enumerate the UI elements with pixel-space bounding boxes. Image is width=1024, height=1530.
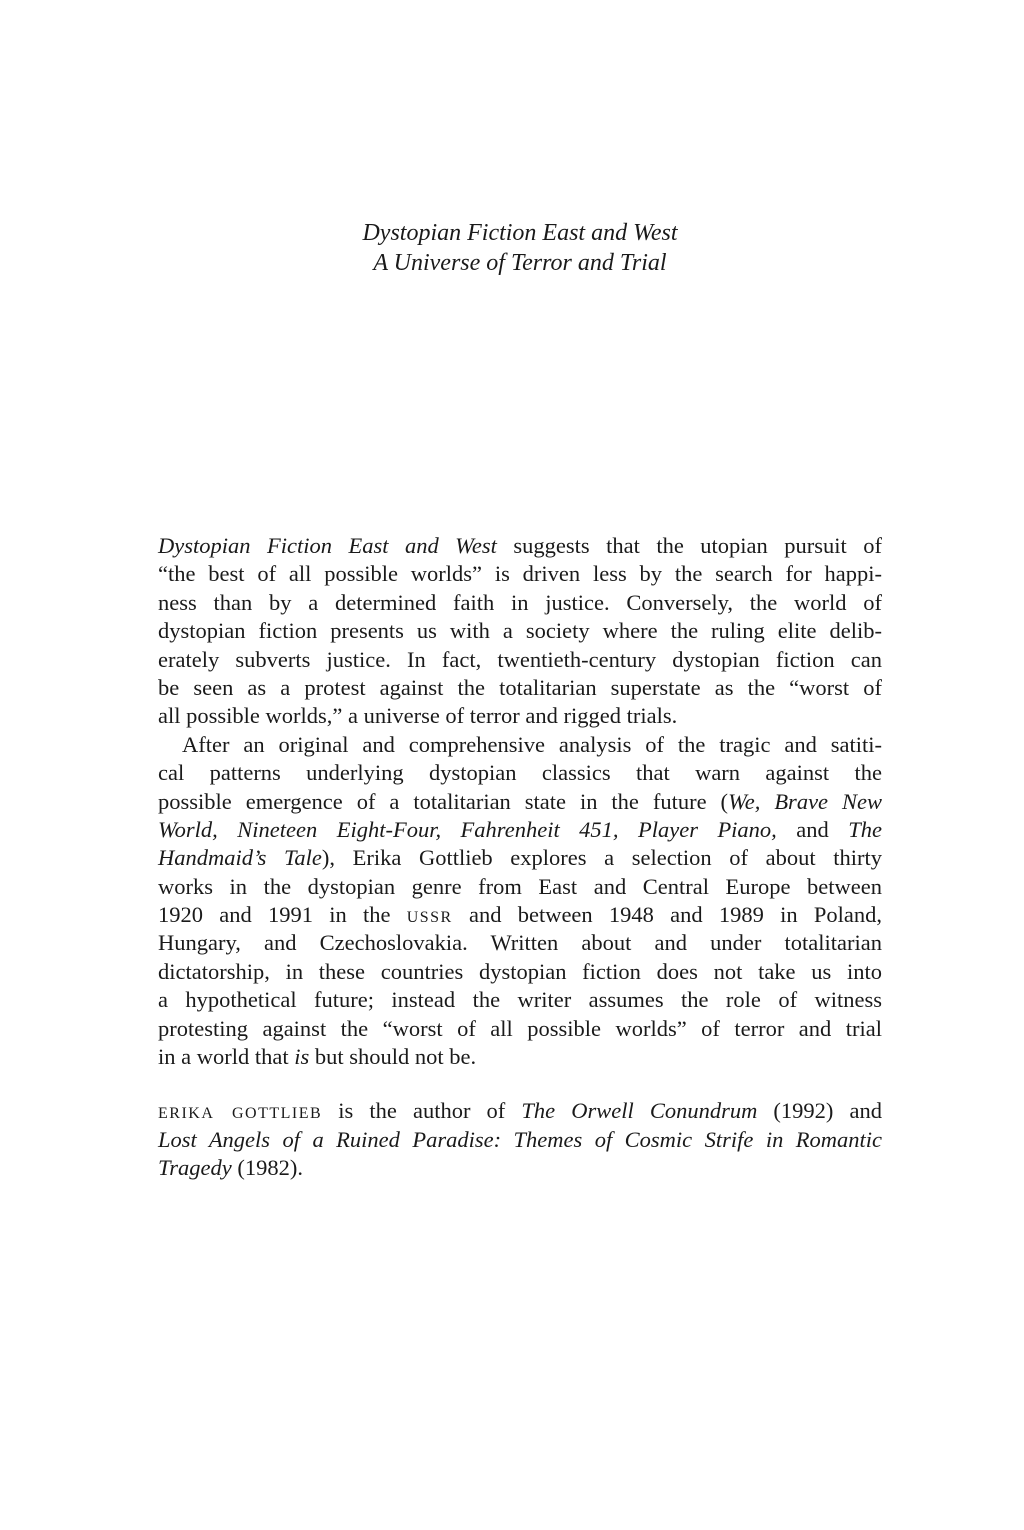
text-run: ness than by a determined faith in justice. Conversely, the world of: [158, 589, 882, 615]
text-line: [158, 788, 882, 816]
italic-text: Dystopian Fiction East and West: [158, 533, 497, 558]
book-title-block: [0, 218, 1024, 278]
italic-text: The: [848, 816, 882, 842]
text-run: protesting against the “worst of all possible worlds” of terror and trial: [158, 1015, 882, 1041]
text-run: dictatorship, in these countries dystopian fiction does not take us into: [158, 958, 882, 984]
text-line: [158, 1097, 882, 1125]
italic-text: Handmaid’s Tale: [158, 845, 322, 871]
text-line: [158, 986, 882, 1014]
italic-text: Lost Angels of a Ruined Paradise: Themes of Cosmic Strife in Romantic: [158, 1126, 882, 1152]
paragraph-analysis: [158, 731, 882, 1072]
text-run: After an original and comprehensive analysis of the tragic and satiti-: [182, 731, 882, 757]
text-line: [158, 646, 882, 674]
text-run: 1920 and 1991 in the: [158, 902, 407, 928]
text-run: is the author of: [322, 1098, 522, 1124]
text-line: [158, 759, 882, 787]
text-line: [158, 617, 882, 645]
text-run: (1982).: [231, 1155, 304, 1181]
text-line: [158, 929, 882, 957]
text-run: all possible worlds,” a universe of terror and rigged trials.: [158, 703, 678, 729]
text-run: a hypothetical future; instead the writer assumes the role of witness: [158, 987, 882, 1013]
small-caps-text: ussr: [406, 902, 453, 928]
text-line: [158, 674, 882, 702]
text-run: in a world that: [158, 1044, 295, 1070]
text-run: dystopian fiction presents us with a society where the ruling elite delib-: [158, 618, 882, 644]
text-line: [158, 589, 882, 617]
italic-text: Tragedy: [158, 1155, 232, 1181]
italic-text: The Orwell Conundrum: [521, 1098, 758, 1124]
text-run: works in the dystopian genre from East and Central Europe between: [158, 873, 882, 899]
text-run: cal patterns underlying dystopian classics that warn against the: [158, 760, 882, 786]
italic-text: We, Brave New: [728, 788, 882, 814]
book-subtitle: A Universe of Terror and Trial: [373, 250, 667, 276]
italic-text: World, Nineteen Eight-Four, Fahrenheit 451, Player Piano,: [158, 816, 777, 842]
book-description: [158, 532, 882, 1183]
text-run: suggests that the utopian pursuit of: [496, 533, 883, 558]
italic-text: is: [294, 1044, 310, 1070]
text-run: erately subverts justice. In fact, twentieth-century dystopian fiction can: [158, 646, 882, 672]
text-run: but should not be.: [309, 1044, 477, 1070]
text-line: [158, 731, 882, 759]
text-line: [158, 532, 882, 560]
text-line: [158, 1043, 882, 1071]
text-line: [158, 873, 882, 901]
text-line: [158, 844, 882, 872]
paragraph-gap: [158, 1071, 882, 1097]
text-run: and: [776, 816, 849, 842]
book-title: Dystopian Fiction East and West: [362, 220, 678, 246]
text-run: be seen as a protest against the totalitarian superstate as the “worst of: [158, 674, 882, 700]
text-run: “the best of all possible worlds” is driven less by the search for happi-: [158, 561, 882, 587]
text-run: possible emergence of a totalitarian state in the future (: [158, 788, 729, 814]
text-run: ), Erika Gottlieb explores a selection of about thirty: [321, 845, 882, 871]
text-run: and between 1948 and 1989 in Poland,: [452, 902, 882, 928]
text-line: [158, 1126, 882, 1154]
text-run: Hungary, and Czechoslovakia. Written about and under totalitarian: [158, 930, 882, 956]
text-line: [158, 1015, 882, 1043]
text-line: [158, 901, 882, 929]
text-line: [158, 560, 882, 588]
text-line: [158, 1154, 882, 1182]
author-bio: [158, 1097, 882, 1182]
text-line: [158, 816, 882, 844]
paragraph-summary: [158, 532, 882, 731]
small-caps-text: erika gottlieb: [158, 1098, 323, 1124]
text-line: [158, 702, 882, 730]
text-run: (1992) and: [757, 1098, 882, 1124]
text-line: [158, 958, 882, 986]
